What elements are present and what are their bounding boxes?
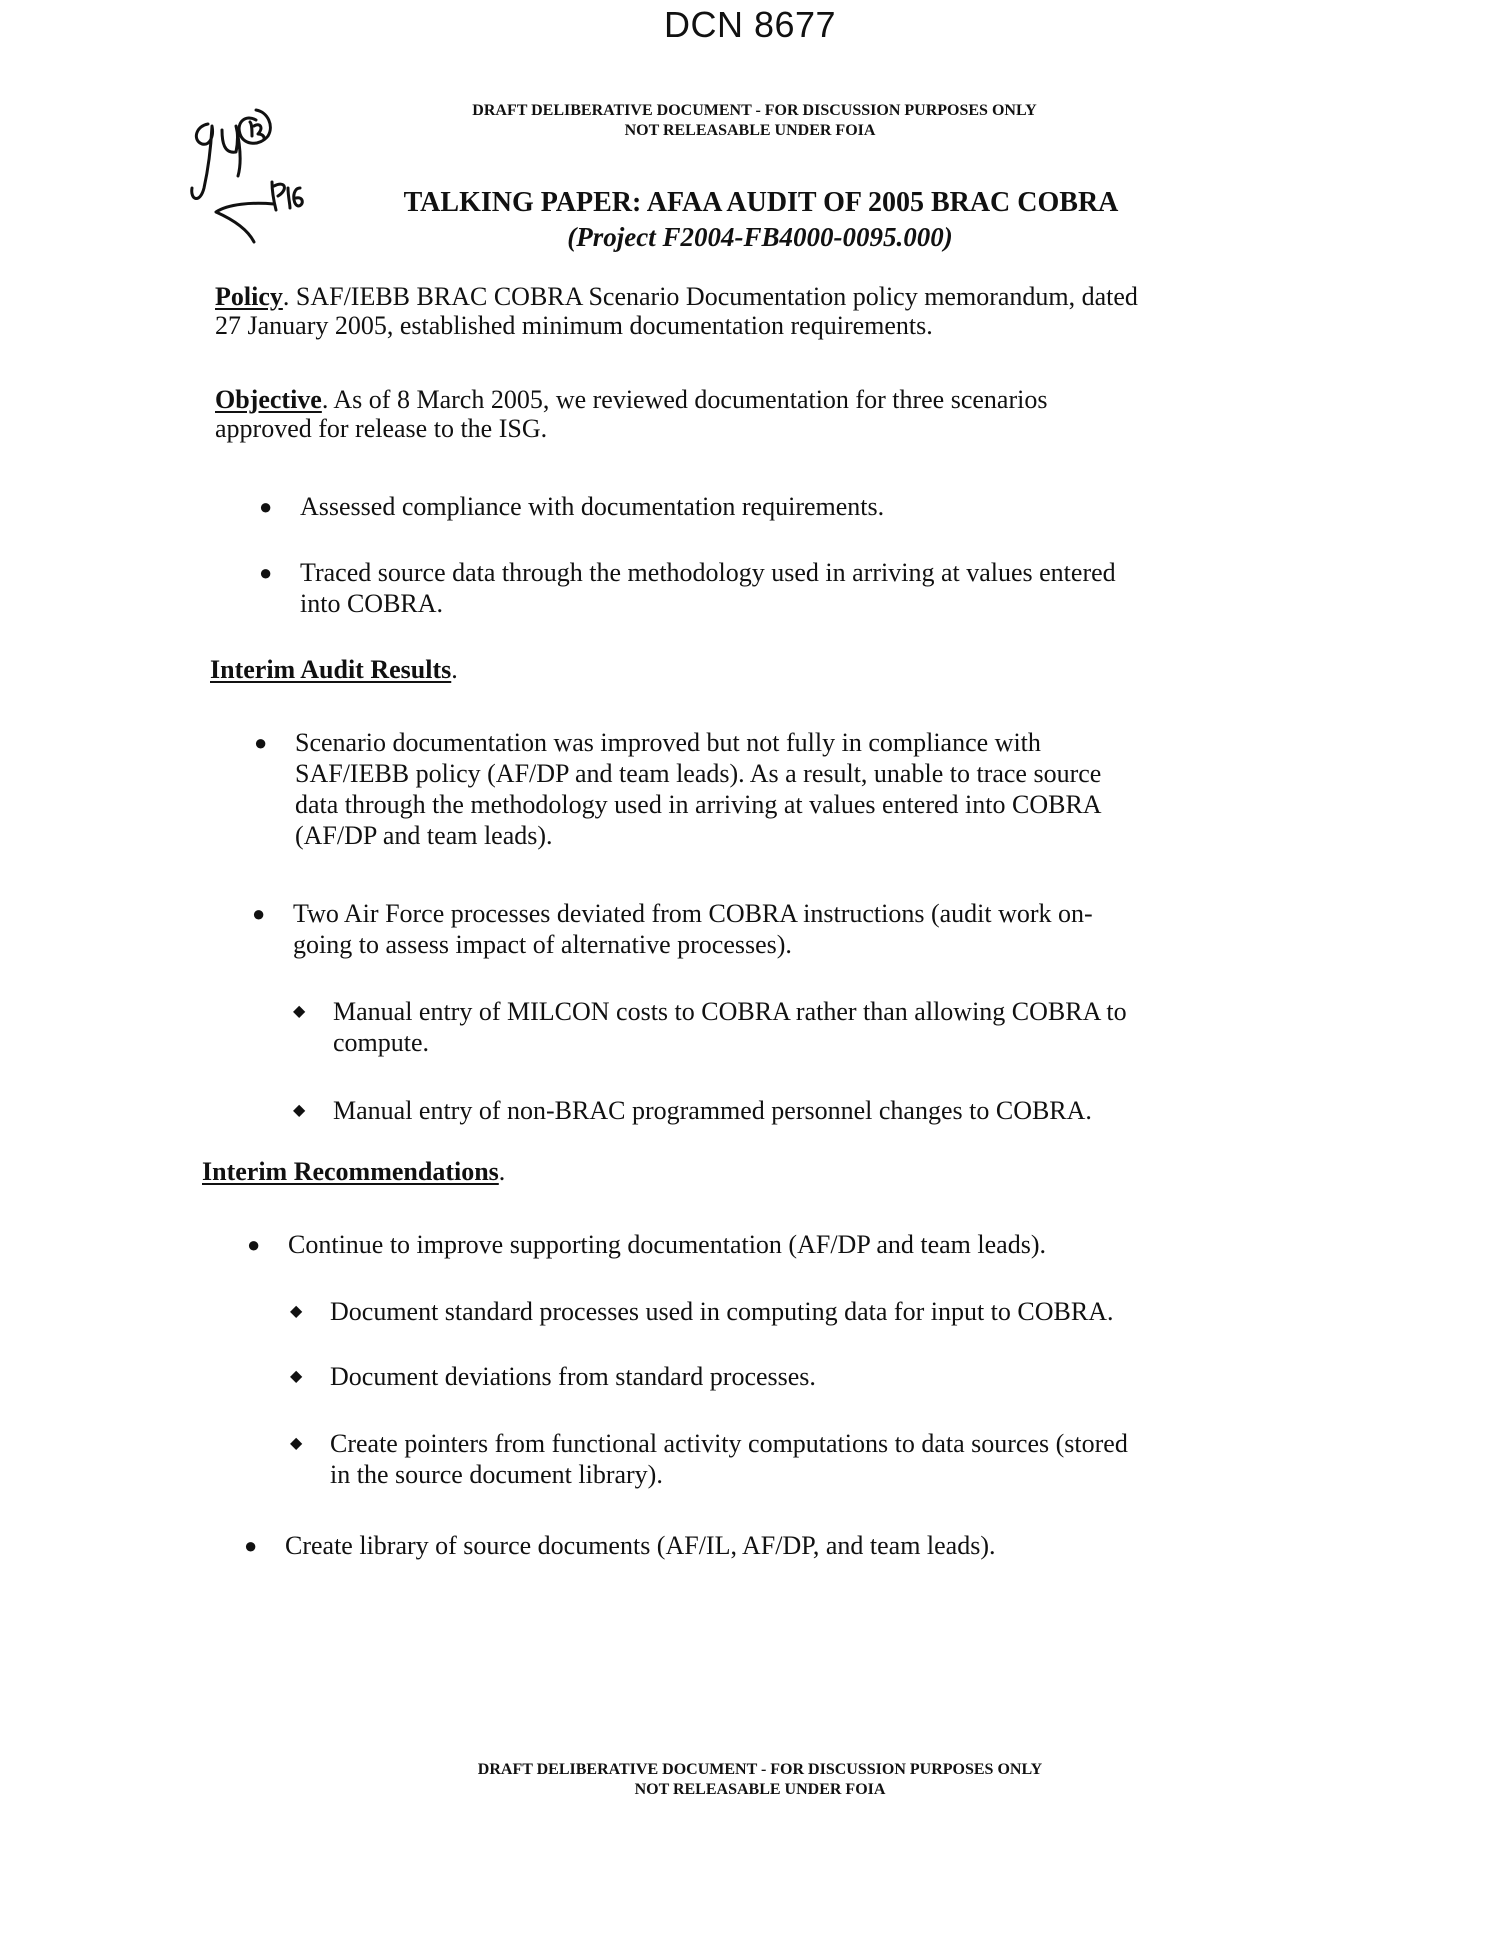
bullet-line: Two Air Force processes deviated from COBRA instructions (audit work on-	[293, 899, 1093, 928]
bullet-line: Scenario documentation was improved but not fully in compliance with	[295, 728, 1041, 757]
subbullet-line: compute.	[333, 1028, 430, 1057]
subbullet-line: Document deviations from standard processes.	[330, 1362, 816, 1391]
objective-paragraph	[215, 385, 1047, 443]
bottom-classification-banner	[0, 1760, 1500, 1800]
recommendations-subbullet-1	[290, 1296, 1114, 1327]
bullet-line: Continue to improve supporting documentation (AF/DP and team leads).	[288, 1230, 1046, 1259]
subbullet-line: Document standard processes used in computing data for input to COBRA.	[330, 1297, 1114, 1326]
diamond-bullet-icon: ◆	[290, 1303, 303, 1320]
interim-recommendations-label: Interim Recommendations	[202, 1157, 499, 1186]
heading-period: .	[451, 655, 458, 684]
recommendations-bullet-2	[244, 1530, 996, 1561]
policy-label: Policy	[215, 282, 283, 311]
policy-text-line-1: . SAF/IEBB BRAC COBRA Scenario Documentation policy memorandum, dated	[282, 282, 1138, 311]
bullet-dot-icon: ●	[252, 901, 266, 926]
bullet-line: Create library of source documents (AF/IL, AF/DP, and team leads).	[285, 1531, 996, 1560]
objective-bullet-2	[259, 557, 1116, 619]
bullet-dot-icon: ●	[254, 730, 268, 755]
title-line-1: TALKING PAPER: AFAA AUDIT OF 2005 BRAC COBRA	[403, 187, 1119, 218]
bullet-dot-icon: ●	[259, 560, 273, 585]
bullet-line: SAF/IEBB policy (AF/DP and team leads). As a result, unable to trace source	[295, 759, 1102, 788]
banner-line-1: DRAFT DELIBERATIVE DOCUMENT - FOR DISCUSSION PURPOSES ONLY	[472, 102, 1037, 119]
diamond-bullet-icon: ◆	[293, 1003, 306, 1020]
subbullet-line: Manual entry of MILCON costs to COBRA rather than allowing COBRA to	[333, 997, 1127, 1026]
diamond-bullet-icon: ◆	[290, 1368, 303, 1385]
banner-line-1: DRAFT DELIBERATIVE DOCUMENT - FOR DISCUSSION PURPOSES ONLY	[477, 1761, 1043, 1778]
project-number: (Project F2004-FB4000-0095.000)	[567, 222, 953, 252]
policy-paragraph	[215, 282, 1138, 340]
interim-audit-results-label: Interim Audit Results	[210, 655, 452, 684]
results-bullet-2	[252, 898, 1093, 960]
results-subbullet-1	[293, 996, 1127, 1058]
dcn-number: DCN 8677	[663, 4, 837, 45]
objective-text-line-2: approved for release to the ISG.	[215, 414, 548, 443]
banner-line-2: NOT RELEASABLE UNDER FOIA	[624, 122, 876, 139]
bullet-dot-icon: ●	[259, 494, 273, 519]
bullet-dot-icon: ●	[247, 1232, 261, 1257]
bullet-line: data through the methodology used in arriving at values entered into COBRA	[295, 790, 1102, 819]
diamond-bullet-icon: ◆	[290, 1435, 303, 1452]
policy-text-line-2: 27 January 2005, established minimum documentation requirements.	[215, 311, 933, 340]
objective-bullet-1	[259, 491, 885, 522]
bullet-line: Traced source data through the methodology used in arriving at values entered	[300, 558, 1116, 587]
bullet-line: Assessed compliance with documentation requirements.	[300, 492, 885, 521]
results-subbullet-2	[293, 1095, 1092, 1126]
results-bullet-1	[254, 727, 1102, 851]
bullet-dot-icon: ●	[244, 1533, 258, 1558]
bullet-line: (AF/DP and team leads).	[295, 821, 553, 850]
banner-line-2: NOT RELEASABLE UNDER FOIA	[634, 1781, 886, 1798]
interim-audit-results-heading	[210, 655, 458, 685]
recommendations-bullet-1	[247, 1229, 1046, 1260]
diamond-bullet-icon: ◆	[293, 1102, 306, 1119]
subbullet-line: Manual entry of non-BRAC programmed personnel changes to COBRA.	[333, 1096, 1092, 1125]
document-title	[0, 186, 1500, 254]
recommendations-subbullet-2	[290, 1361, 816, 1392]
bullet-line: into COBRA.	[300, 589, 444, 618]
bullet-line: going to assess impact of alternative processes).	[293, 930, 792, 959]
subbullet-line: Create pointers from functional activity computations to data sources (stored	[330, 1429, 1128, 1458]
interim-recommendations-heading	[202, 1157, 505, 1187]
heading-period: .	[498, 1157, 506, 1186]
subbullet-line: in the source document library).	[330, 1460, 663, 1489]
objective-label: Objective	[215, 385, 322, 414]
objective-text-line-1: . As of 8 March 2005, we reviewed documentation for three scenarios	[321, 385, 1048, 414]
recommendations-subbullet-3	[290, 1428, 1128, 1490]
